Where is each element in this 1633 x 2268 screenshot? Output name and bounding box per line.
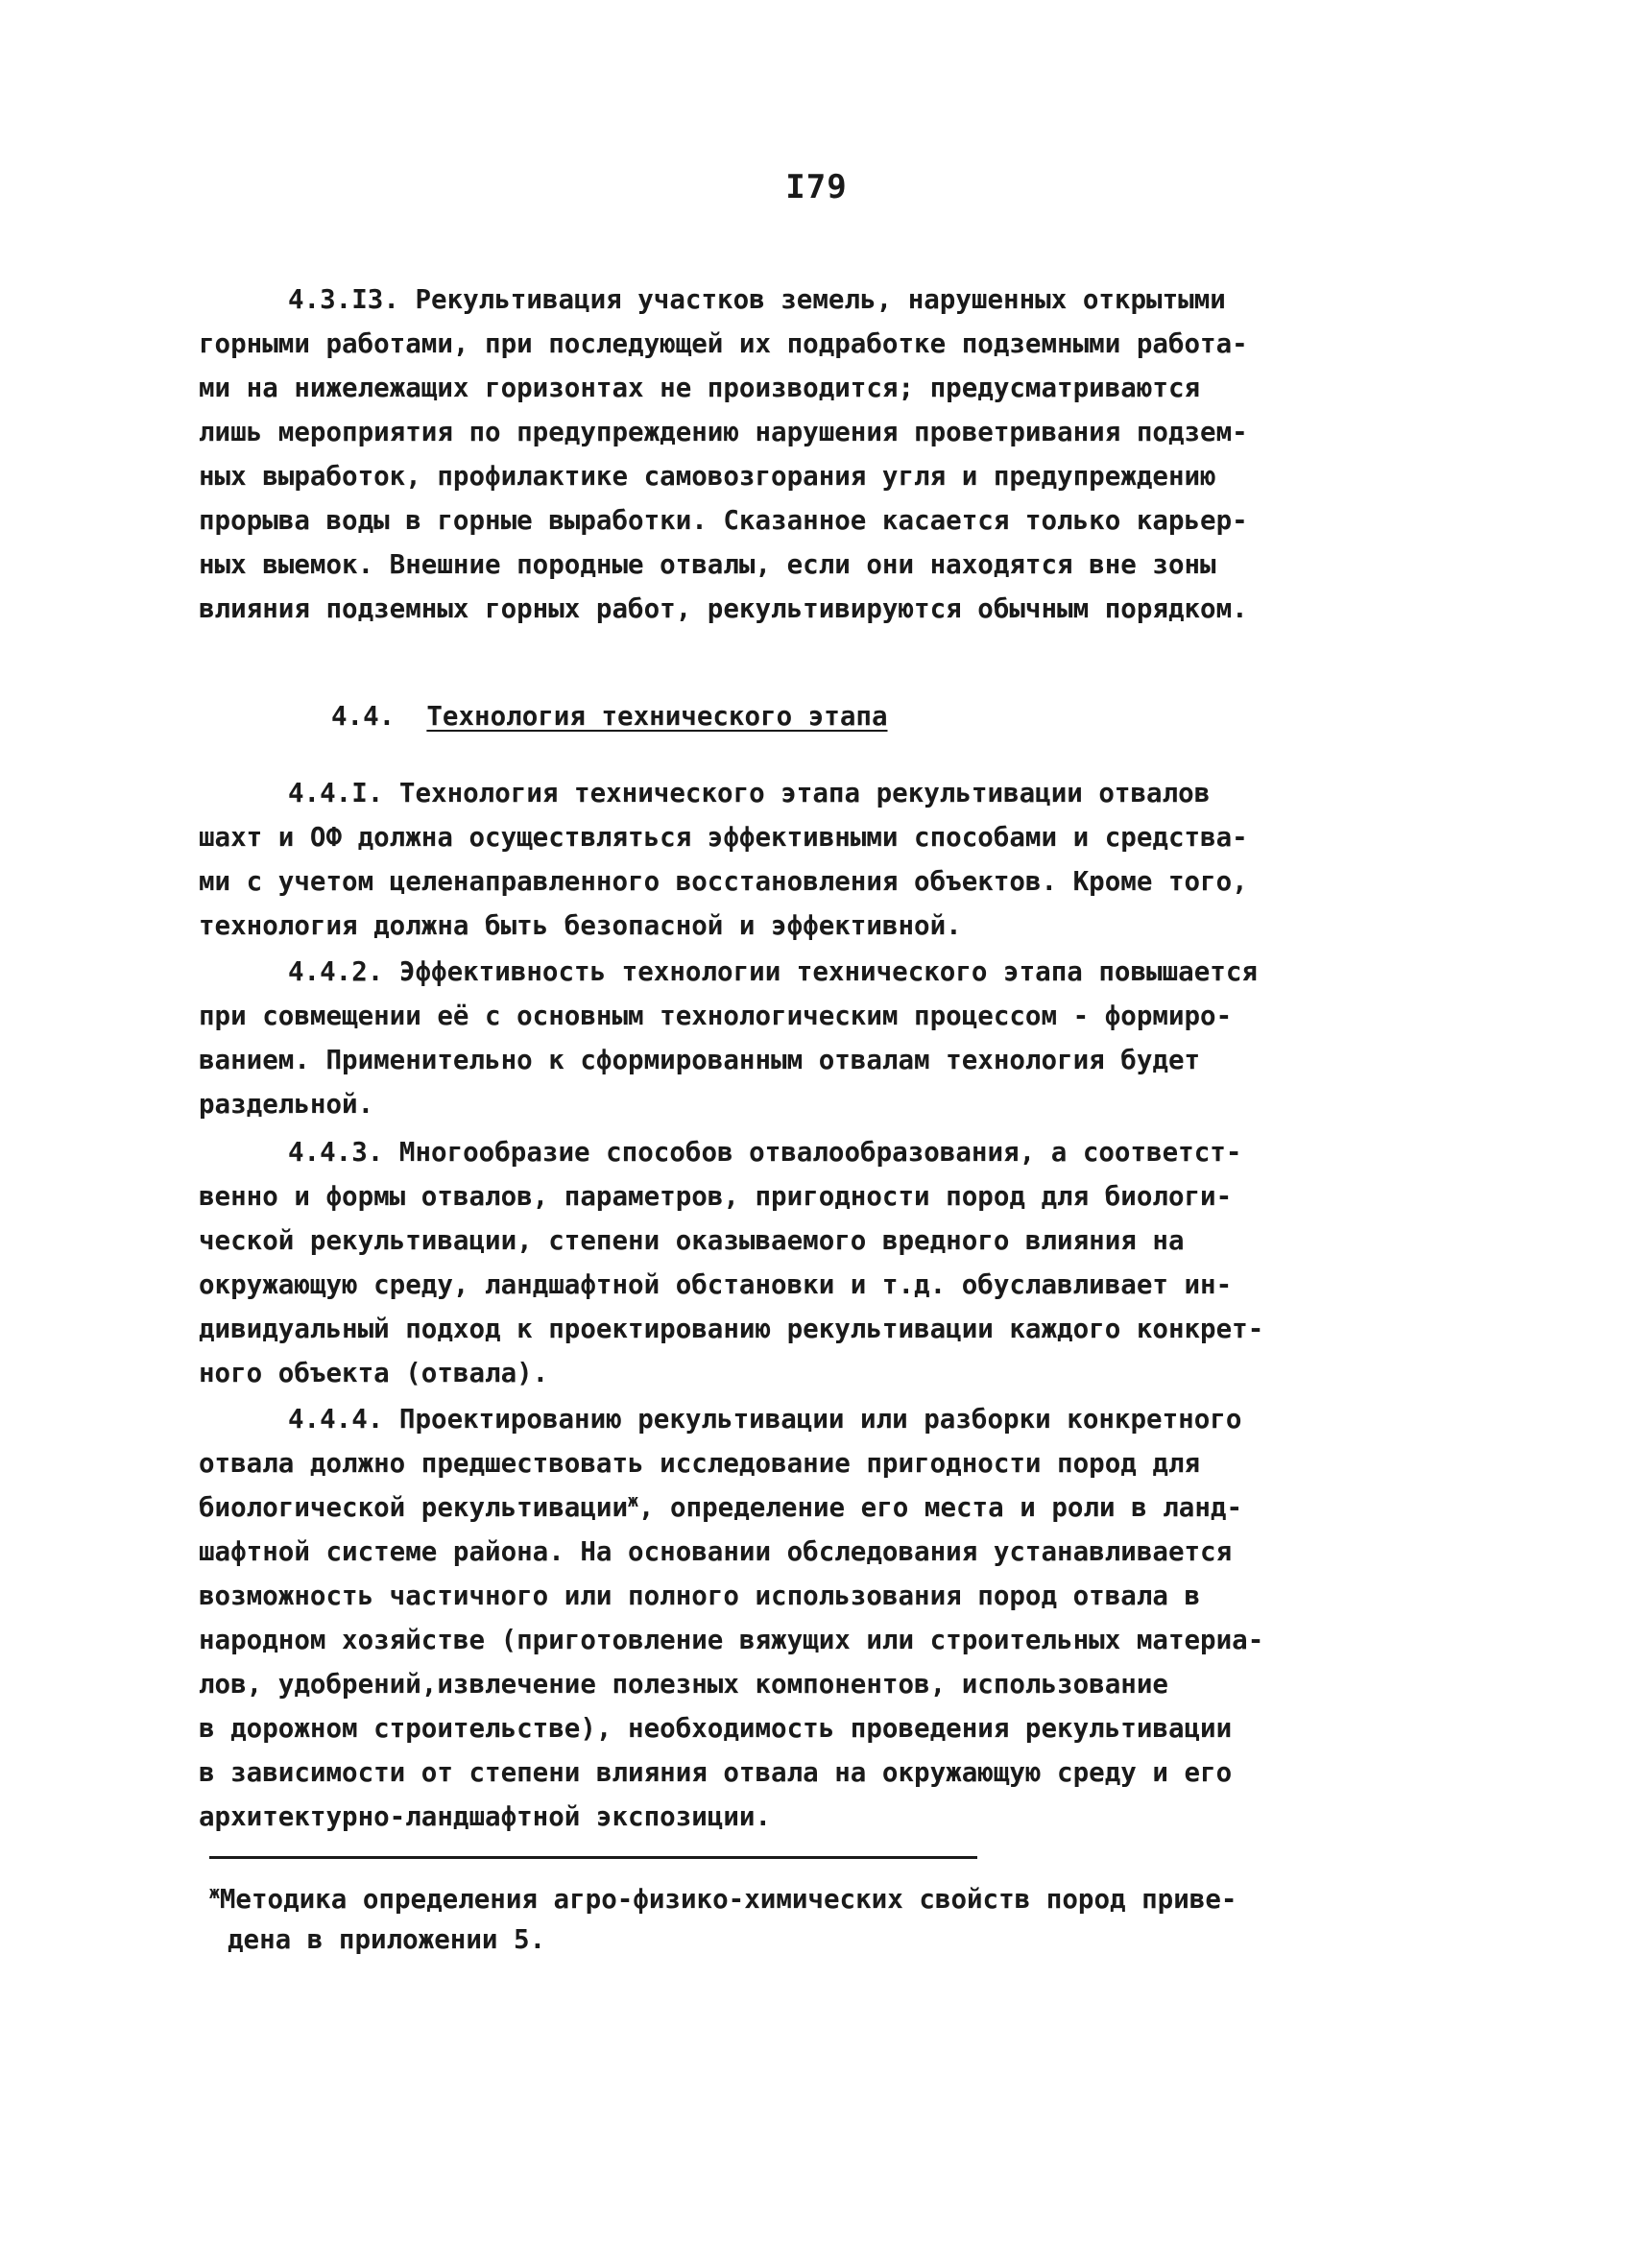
footnote-divider [209,1856,977,1859]
section-title: Технология технического этапа [426,701,888,732]
text-line: технология должна быть безопасной и эффективной. [199,910,962,941]
text-line: при совмещении её с основным технологическим процессом - формиро- [199,1001,1233,1031]
text-line: раздельной. [199,1089,374,1120]
text-line: ми на нижележащих горизонтах не производится; предусматриваются [199,373,1201,403]
text-line: народном хозяйстве (приготовление вяжущих или строительных материа- [199,1625,1264,1655]
text-line: 4.4.3. Многообразие способов отвалообразования, а соответст- [288,1137,1242,1168]
page-number: I79 [785,168,848,206]
text-line: ного объекта (отвала). [199,1358,549,1388]
text-line: ных выработок, профилактике самовозгорания угля и предупреждению [199,461,1216,492]
text-fragment: биологической рекультивации [199,1492,629,1523]
footnote-line [209,1880,1237,1918]
text-line: шафтной системе района. На основании обследования устанавливается [199,1536,1233,1567]
text-line: горными работами, при последующей их подработке подземными работа- [199,328,1248,359]
text-line: возможность частичного или полного использования пород отвала в [199,1580,1201,1611]
text-line: 4.4.2. Эффективность технологии технического этапа повышается [288,956,1258,987]
text-line: шахт и ОФ должна осуществляться эффективными способами и средства- [199,822,1248,853]
footnote-text: Методика определения агро-физико-химических свойств пород приве- [219,1884,1237,1915]
text-line: лов, удобрений,извлечение полезных компонентов, использование [199,1669,1168,1700]
text-fragment: , определение его места и роли в ланд- [637,1492,1243,1523]
text-line: ческой рекультивации, степени оказываемого вредного влияния на [199,1225,1185,1256]
text-line: венно и формы отвалов, параметров, пригодности пород для биологи- [199,1181,1233,1212]
text-line: лишь мероприятия по предупреждению нарушения проветривания подзем- [199,417,1248,447]
text-line: влияния подземных горных работ, рекультивируются обычным порядком. [199,593,1248,624]
text-line: отвала должно предшествовать исследование пригодности пород для [199,1448,1201,1479]
text-line: окружающую среду, ландшафтной обстановки и т.д. обуславливает ин- [199,1269,1233,1300]
text-line: 4.4.4. Проектированию рекультивации или разборки конкретного [288,1404,1242,1435]
section-number: 4.4. [331,701,396,732]
text-line: дивидуальный подход к проектированию рекультивации каждого конкрет- [199,1314,1264,1344]
text-line [199,1488,1242,1527]
text-line: в дорожном строительстве), необходимость проведения рекультивации [199,1713,1233,1744]
footnote-reference[interactable]: ж [628,1490,638,1511]
text-line: в зависимости от степени влияния отвала на окружающую среду и его [199,1757,1233,1788]
text-line: 4.3.I3. Рекультивация участков земель, нарушенных открытыми [288,284,1226,315]
text-line: прорыва воды в горные выработки. Сказанное касается только карьер- [199,505,1248,536]
text-line: ми с учетом целенаправленного восстановления объектов. Кроме того, [199,866,1248,897]
text-line: архитектурно-ландшафтной экспозиции. [199,1801,772,1832]
text-line: ных выемок. Внешние породные отвалы, если они находятся вне зоны [199,549,1216,580]
footnote-mark: ж [209,1882,220,1903]
text-line: ванием. Применительно к сформированным отвалам технология будет [199,1045,1201,1075]
section-heading [331,701,888,732]
text-line: 4.4.I. Технология технического этапа рекультивации отвалов [288,778,1211,808]
footnote-line: дена в приложении 5. [228,1924,546,1955]
